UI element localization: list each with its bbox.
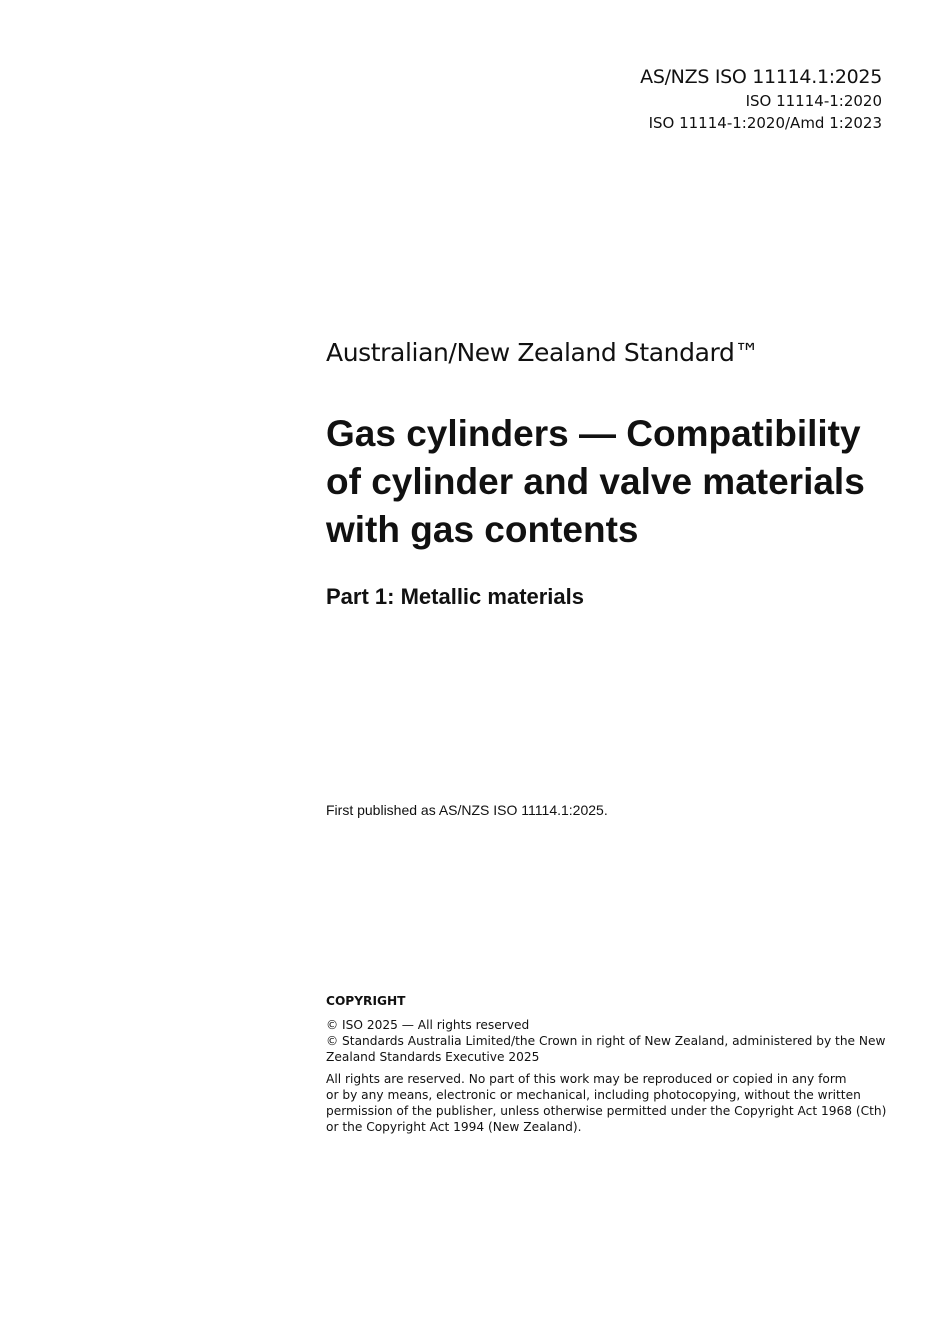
rights-line: permission of the publisher, unless otherwise permitted under the Copyright Act 1968 (Cth) bbox=[326, 1104, 887, 1118]
document-title bbox=[326, 410, 896, 554]
title-line: Gas cylinders — Compatibility bbox=[326, 413, 861, 454]
rights-line: or by any means, electronic or mechanical, including photocopying, without the written bbox=[326, 1088, 861, 1102]
copyright-notices bbox=[326, 1017, 896, 1065]
part-title: Part 1: Metallic materials bbox=[326, 584, 585, 609]
copyright-line: © ISO 2025 — All rights reserved bbox=[326, 1018, 530, 1032]
copyright-section bbox=[326, 993, 896, 1135]
rights-line: or the Copyright Act 1994 (New Zealand). bbox=[326, 1120, 582, 1134]
standard-header bbox=[640, 64, 882, 134]
copyright-heading: COPYRIGHT bbox=[326, 994, 406, 1008]
copyright-line: Zealand Standards Executive 2025 bbox=[326, 1050, 540, 1064]
standard-label: Australian/New Zealand Standard™ bbox=[326, 338, 760, 367]
iso-reference: ISO 11114-1:2020 bbox=[745, 92, 882, 110]
title-line: of cylinder and valve materials bbox=[326, 461, 865, 502]
copyright-line: © Standards Australia Limited/the Crown in right of New Zealand, administered by the New bbox=[326, 1034, 886, 1048]
title-line: with gas contents bbox=[326, 509, 639, 550]
rights-line: All rights are reserved. No part of this work may be reproduced or copied in any form bbox=[326, 1072, 847, 1086]
rights-reserved-paragraph bbox=[326, 1071, 896, 1135]
iso-amendment: ISO 11114-1:2020/Amd 1:2023 bbox=[648, 114, 882, 132]
first-published-note: First published as AS/NZS ISO 11114.1:2025. bbox=[326, 802, 608, 818]
standard-number: AS/NZS ISO 11114.1:2025 bbox=[640, 66, 882, 88]
